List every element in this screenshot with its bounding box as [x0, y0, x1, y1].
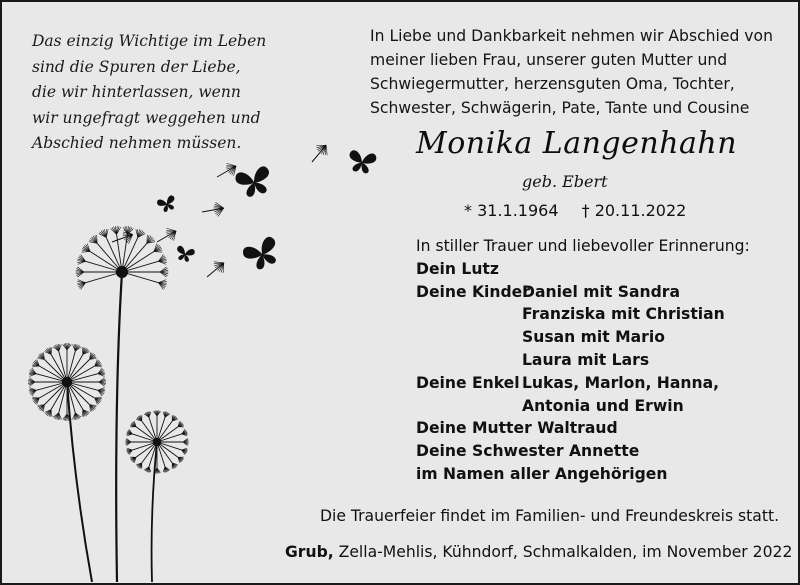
dandelion-tuft	[95, 366, 102, 367]
mourners-list	[416, 235, 796, 486]
butterfly-icon	[174, 245, 195, 263]
butterfly-wings	[174, 245, 195, 263]
dandelion-seed	[136, 427, 157, 442]
funeral-note: Die Trauerfeier findet im Familien- und Freundeskreis statt.	[320, 507, 780, 525]
intro-line: In Liebe und Dankbarkeit nehmen wir Abschied von	[370, 27, 773, 45]
mourner-value: Lukas, Marlon, Hanna,	[522, 373, 720, 392]
dandelion-seed	[157, 442, 182, 450]
mourner-row	[416, 417, 796, 440]
poem-line: Das einzig Wichtige im Leben	[32, 32, 267, 50]
intro-line: Schwester, Schwägerin, Pate, Tante und Cousine	[370, 99, 750, 117]
dandelion-seed	[157, 434, 182, 442]
dandelion-seed	[86, 261, 122, 272]
death-date: † 20.11.2022	[581, 201, 687, 220]
dandelion-seed	[122, 272, 158, 283]
mourner-row	[416, 349, 796, 372]
butterfly-icon	[241, 235, 283, 273]
dandelion-tuft	[51, 347, 52, 354]
mourner-row	[416, 372, 796, 395]
dandelion-tuft	[154, 251, 162, 252]
dandelion-seed	[136, 442, 157, 457]
dandelion-seed	[157, 442, 165, 467]
farewell-intro	[370, 24, 790, 120]
dandelion-seed	[157, 421, 172, 442]
dandelion-tuft	[32, 397, 39, 398]
mourner-value: Susan mit Mario	[522, 328, 665, 347]
flying-seed-tuft	[214, 262, 224, 263]
place-rest: Zella-Mehlis, Kühndorf, Schmalkalden, im November 2022	[333, 543, 793, 561]
butterfly-icon	[347, 150, 377, 175]
poem-line: die wir hinterlassen, wenn	[32, 83, 241, 101]
dandelion-seed	[86, 272, 122, 283]
mourner-label	[416, 395, 522, 418]
mourner-value: Laura mit Lars	[522, 350, 650, 369]
mourner-label: Deine Kinder	[416, 282, 530, 301]
dandelion-seed	[157, 442, 172, 463]
butterfly-icon	[234, 165, 274, 199]
dandelion-stem	[152, 442, 157, 582]
butterfly-wings	[241, 235, 283, 273]
dandelion-seed	[157, 417, 165, 442]
mourner-label: Deine Mutter Waltraud	[416, 419, 618, 438]
dandelion-seed	[142, 421, 157, 442]
butterfly-wings	[156, 195, 178, 214]
poem-line: sind die Spuren der Liebe,	[32, 57, 241, 76]
mourner-label	[416, 326, 522, 349]
mourner-row	[416, 281, 796, 304]
dandelion-seed	[157, 442, 178, 457]
mourner-value: Franziska mit Christian	[522, 305, 725, 324]
intro-line: meiner lieben Frau, unserer guten Mutter und	[370, 51, 728, 69]
poem-line: Abschied nehmen müssen.	[32, 134, 242, 152]
mourner-label: im Namen aller Angehörigen	[416, 464, 668, 483]
poem	[32, 29, 332, 157]
dandelion-butterfly-illustration	[22, 142, 402, 582]
dandelion-seed	[157, 427, 178, 442]
dandelion-seed	[132, 442, 157, 450]
mourners-intro: In stiller Trauer und liebevoller Erinnerung:	[416, 237, 750, 255]
birth-date: * 31.1.1964	[464, 201, 559, 220]
mourner-value: Antonia und Erwin	[522, 396, 684, 415]
mourner-row	[416, 395, 796, 418]
mourner-row	[416, 258, 796, 281]
butterfly-icon	[156, 195, 178, 214]
dandelion-seed	[132, 434, 157, 442]
mourner-row	[416, 326, 796, 349]
mourners-intro-row	[416, 235, 796, 258]
birth-name: geb. Ebert	[522, 172, 608, 191]
dandelion-stem	[116, 272, 122, 582]
dandelion-seed	[149, 417, 157, 442]
mourner-label: Dein Lutz	[416, 259, 499, 278]
dandelion-tuft	[82, 410, 83, 417]
mourner-row	[416, 303, 796, 326]
mourner-row	[416, 463, 796, 486]
mourner-label: Deine Enkel	[416, 373, 520, 392]
mourner-value: Daniel mit Sandra	[522, 282, 680, 301]
poem-line: wir ungefragt weggehen und	[32, 108, 261, 127]
mourner-row	[416, 440, 796, 463]
butterfly-wings	[234, 165, 274, 199]
place-bold: Grub,	[285, 543, 334, 561]
mourner-label: Deine Schwester Annette	[416, 442, 640, 461]
deceased-name: Monika Langenhahn	[416, 126, 738, 161]
butterfly-wings	[347, 150, 377, 175]
life-dates	[464, 201, 686, 220]
dandelion-seed	[122, 261, 158, 272]
intro-line: Schwiegermutter, herzensguten Oma, Tochter,	[370, 75, 735, 93]
mourner-label	[416, 303, 522, 326]
mourner-label	[416, 349, 522, 372]
